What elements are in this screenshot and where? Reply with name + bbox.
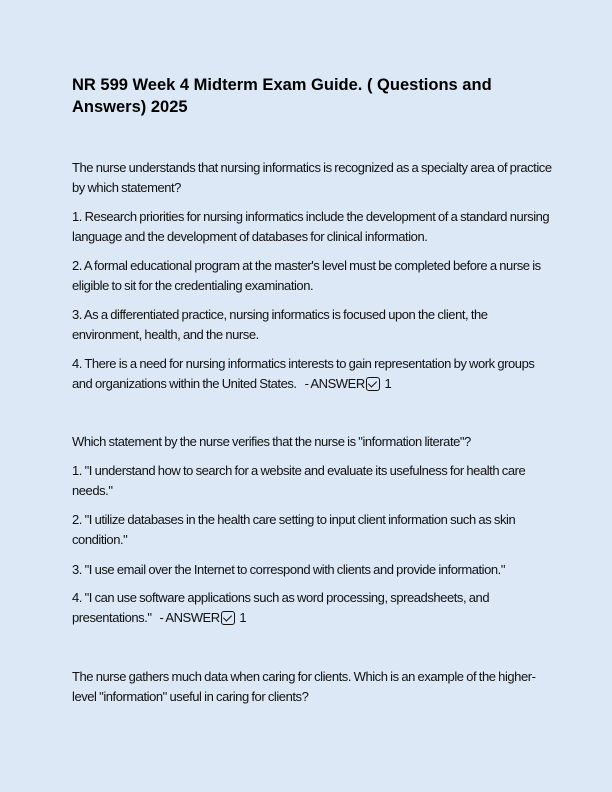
- checkbox-checked-icon: [366, 377, 380, 391]
- question-option: 4. "I can use software applications such as word processing, spreadsheets, and presentations." - ANSWER 1: [72, 590, 490, 625]
- answer-label: - ANSWER: [159, 610, 220, 625]
- checkbox-checked-icon: [221, 611, 235, 625]
- answer-value: 1: [384, 376, 392, 391]
- question-option: 3. As a differentiated practice, nursing informatics is focused upon the client, the environment, health, and the nurse.: [72, 307, 488, 342]
- document-title: NR 599 Week 4 Midterm Exam Guide. ( Questions and Answers) 2025: [72, 76, 492, 116]
- question-stem: The nurse gathers much data when caring for clients. Which is an example of the higher-level "information" useful in caring for clients?: [72, 669, 536, 704]
- question-block-2: [72, 432, 552, 452]
- question-block-1: [72, 158, 552, 198]
- answer-label: - ANSWER: [304, 376, 365, 391]
- question-option: 3. "I use email over the Internet to correspond with clients and provide information.": [72, 562, 506, 577]
- question-stem: The nurse understands that nursing informatics is recognized as a specialty area of practice by which statement?: [72, 160, 552, 195]
- question-option: 2. "I utilize databases in the health care setting to input client information such as skin condition.": [72, 512, 516, 547]
- question-option: 4. There is a need for nursing informatics interests to gain representation by work groups and organizations within the United States. - ANSWER 1: [72, 356, 535, 391]
- question-option: 1. "I understand how to search for a website and evaluate its usefulness for health care needs.": [72, 463, 526, 498]
- answer-value: 1: [239, 610, 247, 625]
- question-option: 2. A formal educational program at the master's level must be completed before a nurse is eligible to sit for the credentialing examination.: [72, 258, 541, 293]
- question-block-3: [72, 667, 552, 707]
- question-option: 1. Research priorities for nursing informatics include the development of a standard nursing language and the development of databases for clinical information.: [72, 209, 550, 244]
- question-stem: Which statement by the nurse verifies that the nurse is "information literate"?: [72, 434, 471, 449]
